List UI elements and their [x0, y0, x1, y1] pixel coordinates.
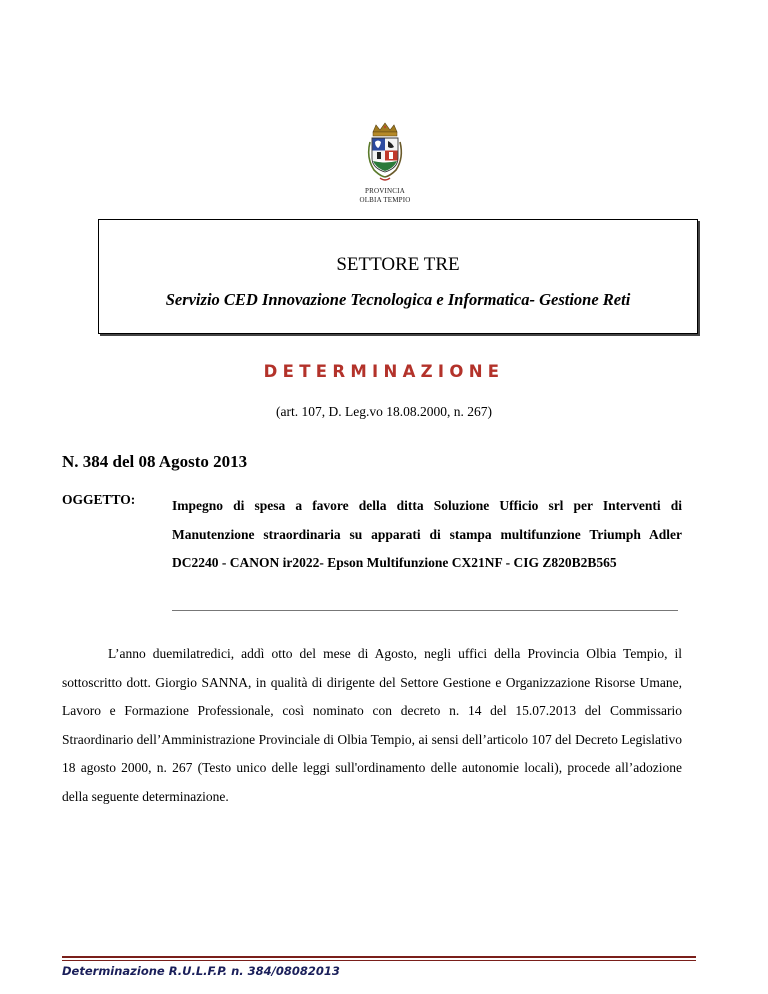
province-crest [357, 122, 413, 208]
sector-title: SETTORE TRE [336, 254, 460, 275]
footer-text: Determinazione R.U.L.F.P. n. 384/08082013 [62, 964, 340, 978]
footer-rule-thin [62, 960, 696, 961]
body-paragraph: L’anno duemilatredici, addì otto del mese di Agosto, negli uffici della Provincia Olbia Tempio, il sottoscritto dott. Giorgio SANNA, in qualità di dirigente del Settore Gestione e Organizzazione Risorse Umane, Lavoro e Formazione Professionale, così nominato con decreto n. 14 del 15.07.2013 del Commissario Straordinario dell’Amministrazione Provinciale di Olbia Tempio, ai sensi dell’articolo 107 del Decreto Legislativo 18 agosto 2000, n. 267 (Testo unico delle leggi sull'ordinamento delle autonomie locali), procede all’adozione della seguente determinazione. [62, 646, 682, 804]
determination-number: N. 384 del 08 Agosto 2013 [62, 452, 248, 471]
subject-label: OGGETTO: [62, 492, 136, 507]
determination-title: DETERMINAZIONE [263, 362, 505, 381]
crest-caption-line1: PROVINCIA [365, 187, 405, 195]
sector-box [98, 219, 698, 334]
footer-rule-thick [62, 956, 696, 958]
sector-subtitle: Servizio CED Innovazione Tecnologica e Informatica- Gestione Reti [165, 290, 631, 309]
crest-caption-line2: OLBIA TEMPIO [359, 196, 411, 204]
section-divider [172, 610, 678, 611]
subject-text: Impegno di spesa a favore della ditta Soluzione Ufficio srl per Interventi di Manutenzione straordinaria su apparati di stampa multifunzione Triumph Adler DC2240 - CANON ir2022- Epson Multifunzione CX21NF - CIG Z820B2B565 [172, 498, 682, 570]
coat-of-arms-icon [364, 122, 406, 186]
legal-reference: (art. 107, D. Leg.vo 18.08.2000, n. 267) [276, 404, 492, 419]
